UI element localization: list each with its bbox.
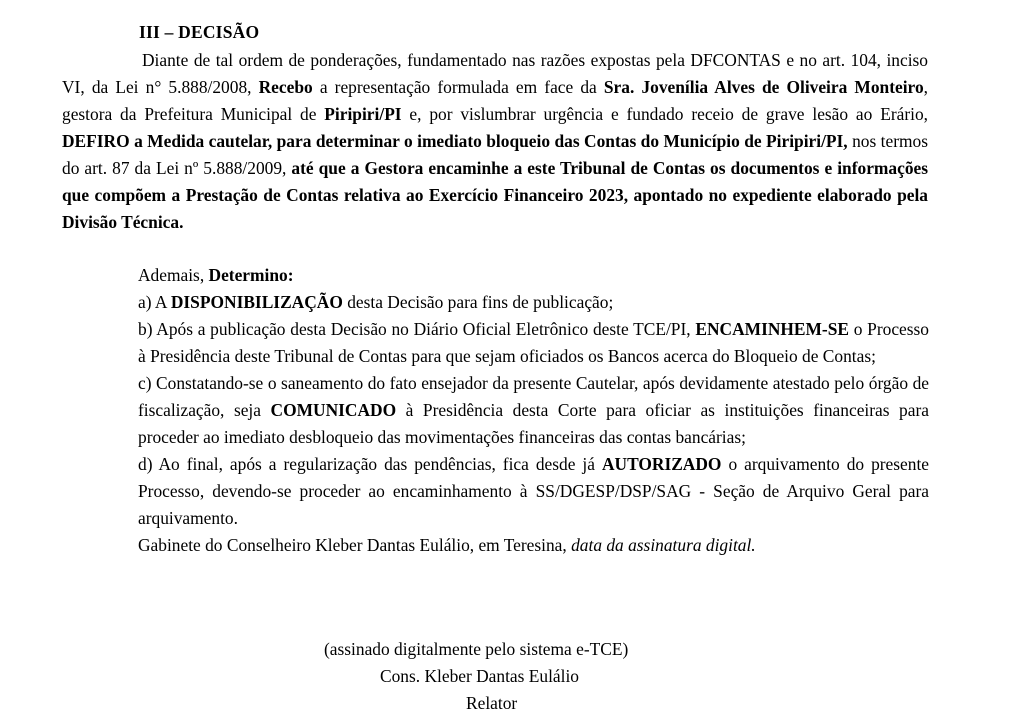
decision-bold-gestora: Sra. Jovenília Alves de Oliveira Monteiro (603, 77, 924, 97)
decision-bold-municipio: Piripiri/PI (324, 104, 402, 124)
item-b (138, 316, 929, 370)
item-a-pre: a) A (138, 292, 171, 312)
item-d (138, 451, 929, 532)
determino-intro-bold: Determino: (208, 265, 294, 285)
item-c (138, 370, 929, 451)
item-c-bold: COMUNICADO (270, 400, 397, 420)
section-heading: III – DECISÃO (139, 22, 260, 42)
item-b-bold: ENCAMINHEM-SE (695, 319, 849, 339)
item-d-pre: d) Ao final, após a regularização das pendências, fica desde já (138, 454, 602, 474)
decision-text-2: a representação formulada em face da (312, 77, 604, 97)
closing-line (138, 532, 929, 559)
decision-bold-recebo: Recebo (258, 77, 313, 97)
determino-intro-text: Ademais, (138, 265, 209, 285)
item-b-post: o Processo à Presidência deste Tribunal de Contas para que sejam oficiados os Bancos acerca do Bloqueio de Contas; (138, 319, 930, 366)
item-c-pre: c) Constatando-se o saneamento do fato ensejador da presente Cautelar, após devidamente atestado pelo órgão de fiscalização, seja (138, 373, 929, 420)
item-a-bold: DISPONIBILIZAÇÃO (170, 292, 343, 312)
item-a-post: desta Decisão para fins de publicação; (342, 292, 614, 312)
item-a (138, 289, 929, 316)
decision-text-1: Diante de tal ordem de ponderações, fundamentado nas razões expostas pela DFCONTAS e no art. 104, inciso VI, da Lei n° 5.888/2008, (62, 50, 928, 97)
decision-paragraph (62, 47, 928, 236)
determinations-block (138, 262, 929, 559)
signature-name: Cons. Kleber Dantas Eulálio (380, 666, 579, 686)
decision-text-3: , gestora da Prefeitura Municipal de (62, 77, 929, 124)
item-d-bold: AUTORIZADO (601, 454, 722, 474)
closing-date-italic: data da assinatura digital. (571, 535, 756, 555)
decision-bold-ate-que: até que a Gestora encaminhe a este Tribunal de Contas os documentos e informações que compõem a Prestação de Contas relativa ao Exercício Financeiro 2023, apontado no expediente elaborado pela Divisão Técnica. (62, 158, 928, 232)
signature-role: Relator (466, 693, 518, 713)
decision-text-4: e, por vislumbrar urgência e fundado receio de grave lesão ao Erário, (401, 104, 928, 124)
item-c-post: à Presidência desta Corte para oficiar as instituições financeiras para proceder ao imediato desbloqueio das movimentações financeiras das contas bancárias; (138, 400, 929, 447)
decision-text-5: nos termos do art. 87 da Lei nº 5.888/2009, (62, 131, 929, 178)
decision-bold-defiro: DEFIRO a Medida cautelar, para determinar o imediato bloqueio das Contas do Município de Piripiri/PI, (62, 131, 848, 151)
item-b-pre: b) Após a publicação desta Decisão no Diário Oficial Eletrônico deste TCE/PI, (138, 319, 696, 339)
item-d-post: o arquivamento do presente Processo, devendo-se proceder ao encaminhamento à SS/DGESP/DSP/SAG - Seção de Arquivo Geral para arquivamento. (138, 454, 930, 528)
closing-text: Gabinete do Conselheiro Kleber Dantas Eulálio, em Teresina, (138, 535, 572, 555)
signature-digital-note: (assinado digitalmente pelo sistema e-TCE) (324, 639, 629, 659)
determino-intro (138, 262, 929, 289)
